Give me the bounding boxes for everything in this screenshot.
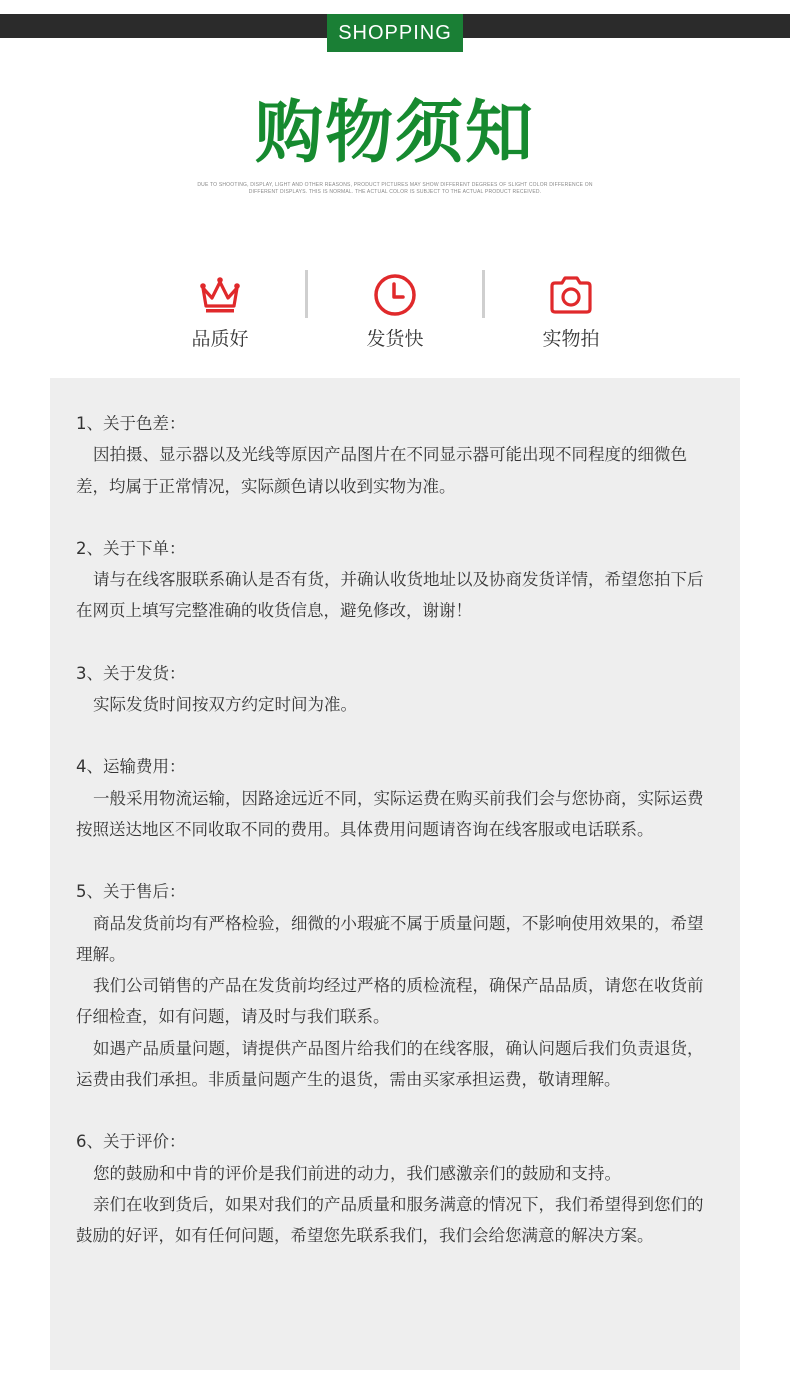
section-heading: 1、关于色差：	[76, 414, 186, 433]
section-color-difference	[76, 408, 716, 502]
feature-shipping	[315, 268, 475, 352]
section-heading: 2、关于下单：	[76, 538, 186, 558]
feature-divider	[482, 270, 485, 318]
section-paragraph: 请与在线客服联系确认是否有货，并确认收货地址以及协商发货详情，希望您拍下后在网页上填写完整准确的收货信息，避免修改，谢谢！	[76, 570, 704, 621]
section-after-sales	[76, 876, 716, 1095]
camera-icon	[548, 272, 594, 318]
section-paragraph: 您的鼓励和中肯的评价是我们前进的动力，我们感激亲们的鼓励和支持。	[93, 1163, 621, 1183]
notice-panel	[50, 378, 740, 1370]
page-title: 购物须知	[254, 94, 535, 173]
section-reviews	[76, 1126, 716, 1251]
section-paragraph: 我们公司销售的产品在发货前均经过严格的质检流程，确保产品品质，请您在收货前仔细检查，如有问题，请及时与我们联系。	[76, 976, 704, 1027]
page-subtitle: DUE TO SHOOTING, DISPLAY, LIGHT AND OTHER REASONS, PRODUCT PICTURES MAY SHOW DIFFERENT DEGREES OF SLIGHT COLOR DIFFERENCE ON DIFFERENT DISPLAYS. THIS IS NORMAL. THE ACTUAL COLOR IS SUBJECT TO THE ACTUAL PRODUCT RECEIVED.	[197, 182, 593, 195]
section-paragraph: 因拍摄、显示器以及光线等原因产品图片在不同显示器可能出现不同程度的细微色差，均属于正常情况，实际颜色请以收到实物为准。	[76, 445, 687, 496]
section-freight	[76, 751, 716, 845]
section-heading: 3、关于发货：	[76, 663, 186, 683]
clock-icon	[372, 272, 418, 318]
feature-label: 实物拍	[542, 328, 600, 350]
section-heading: 5、关于售后：	[76, 882, 186, 902]
feature-real-photo	[491, 268, 651, 352]
section-paragraph: 一般采用物流运输，因路途远近不同，实际运费在购买前我们会与您协商，实际运费按照送达地区不同收取不同的费用。具体费用问题请咨询在线客服或电话联系。	[76, 788, 704, 839]
section-paragraph: 亲们在收到货后，如果对我们的产品质量和服务满意的情况下，我们希望得到您们的鼓励的好评，如有任何问题，希望您先联系我们，我们会给您满意的解决方案。	[76, 1194, 704, 1246]
section-paragraph: 商品发货前均有严格检验，细微的小瑕疵不属于质量问题，不影响使用效果的，希望理解。	[76, 913, 704, 964]
section-shipping	[76, 658, 716, 721]
notice-content	[76, 408, 716, 1283]
section-ordering	[76, 533, 716, 627]
feature-quality	[140, 268, 300, 352]
section-heading: 4、运输费用：	[76, 757, 186, 777]
feature-label: 品质好	[191, 328, 249, 350]
section-heading: 6、关于评价：	[76, 1132, 186, 1152]
section-paragraph: 如遇产品质量问题，请提供产品图片给我们的在线客服，确认问题后我们负责退货，运费由我们承担。非质量问题产生的退货，需由买家承担运费，敬请理解。	[76, 1038, 704, 1090]
feature-divider	[305, 270, 308, 318]
feature-label: 发货快	[366, 328, 424, 350]
crown-icon	[197, 272, 243, 318]
shopping-badge: SHOPPING	[327, 14, 463, 52]
section-paragraph: 实际发货时间按双方约定时间为准。	[93, 695, 357, 715]
feature-row	[0, 268, 790, 358]
